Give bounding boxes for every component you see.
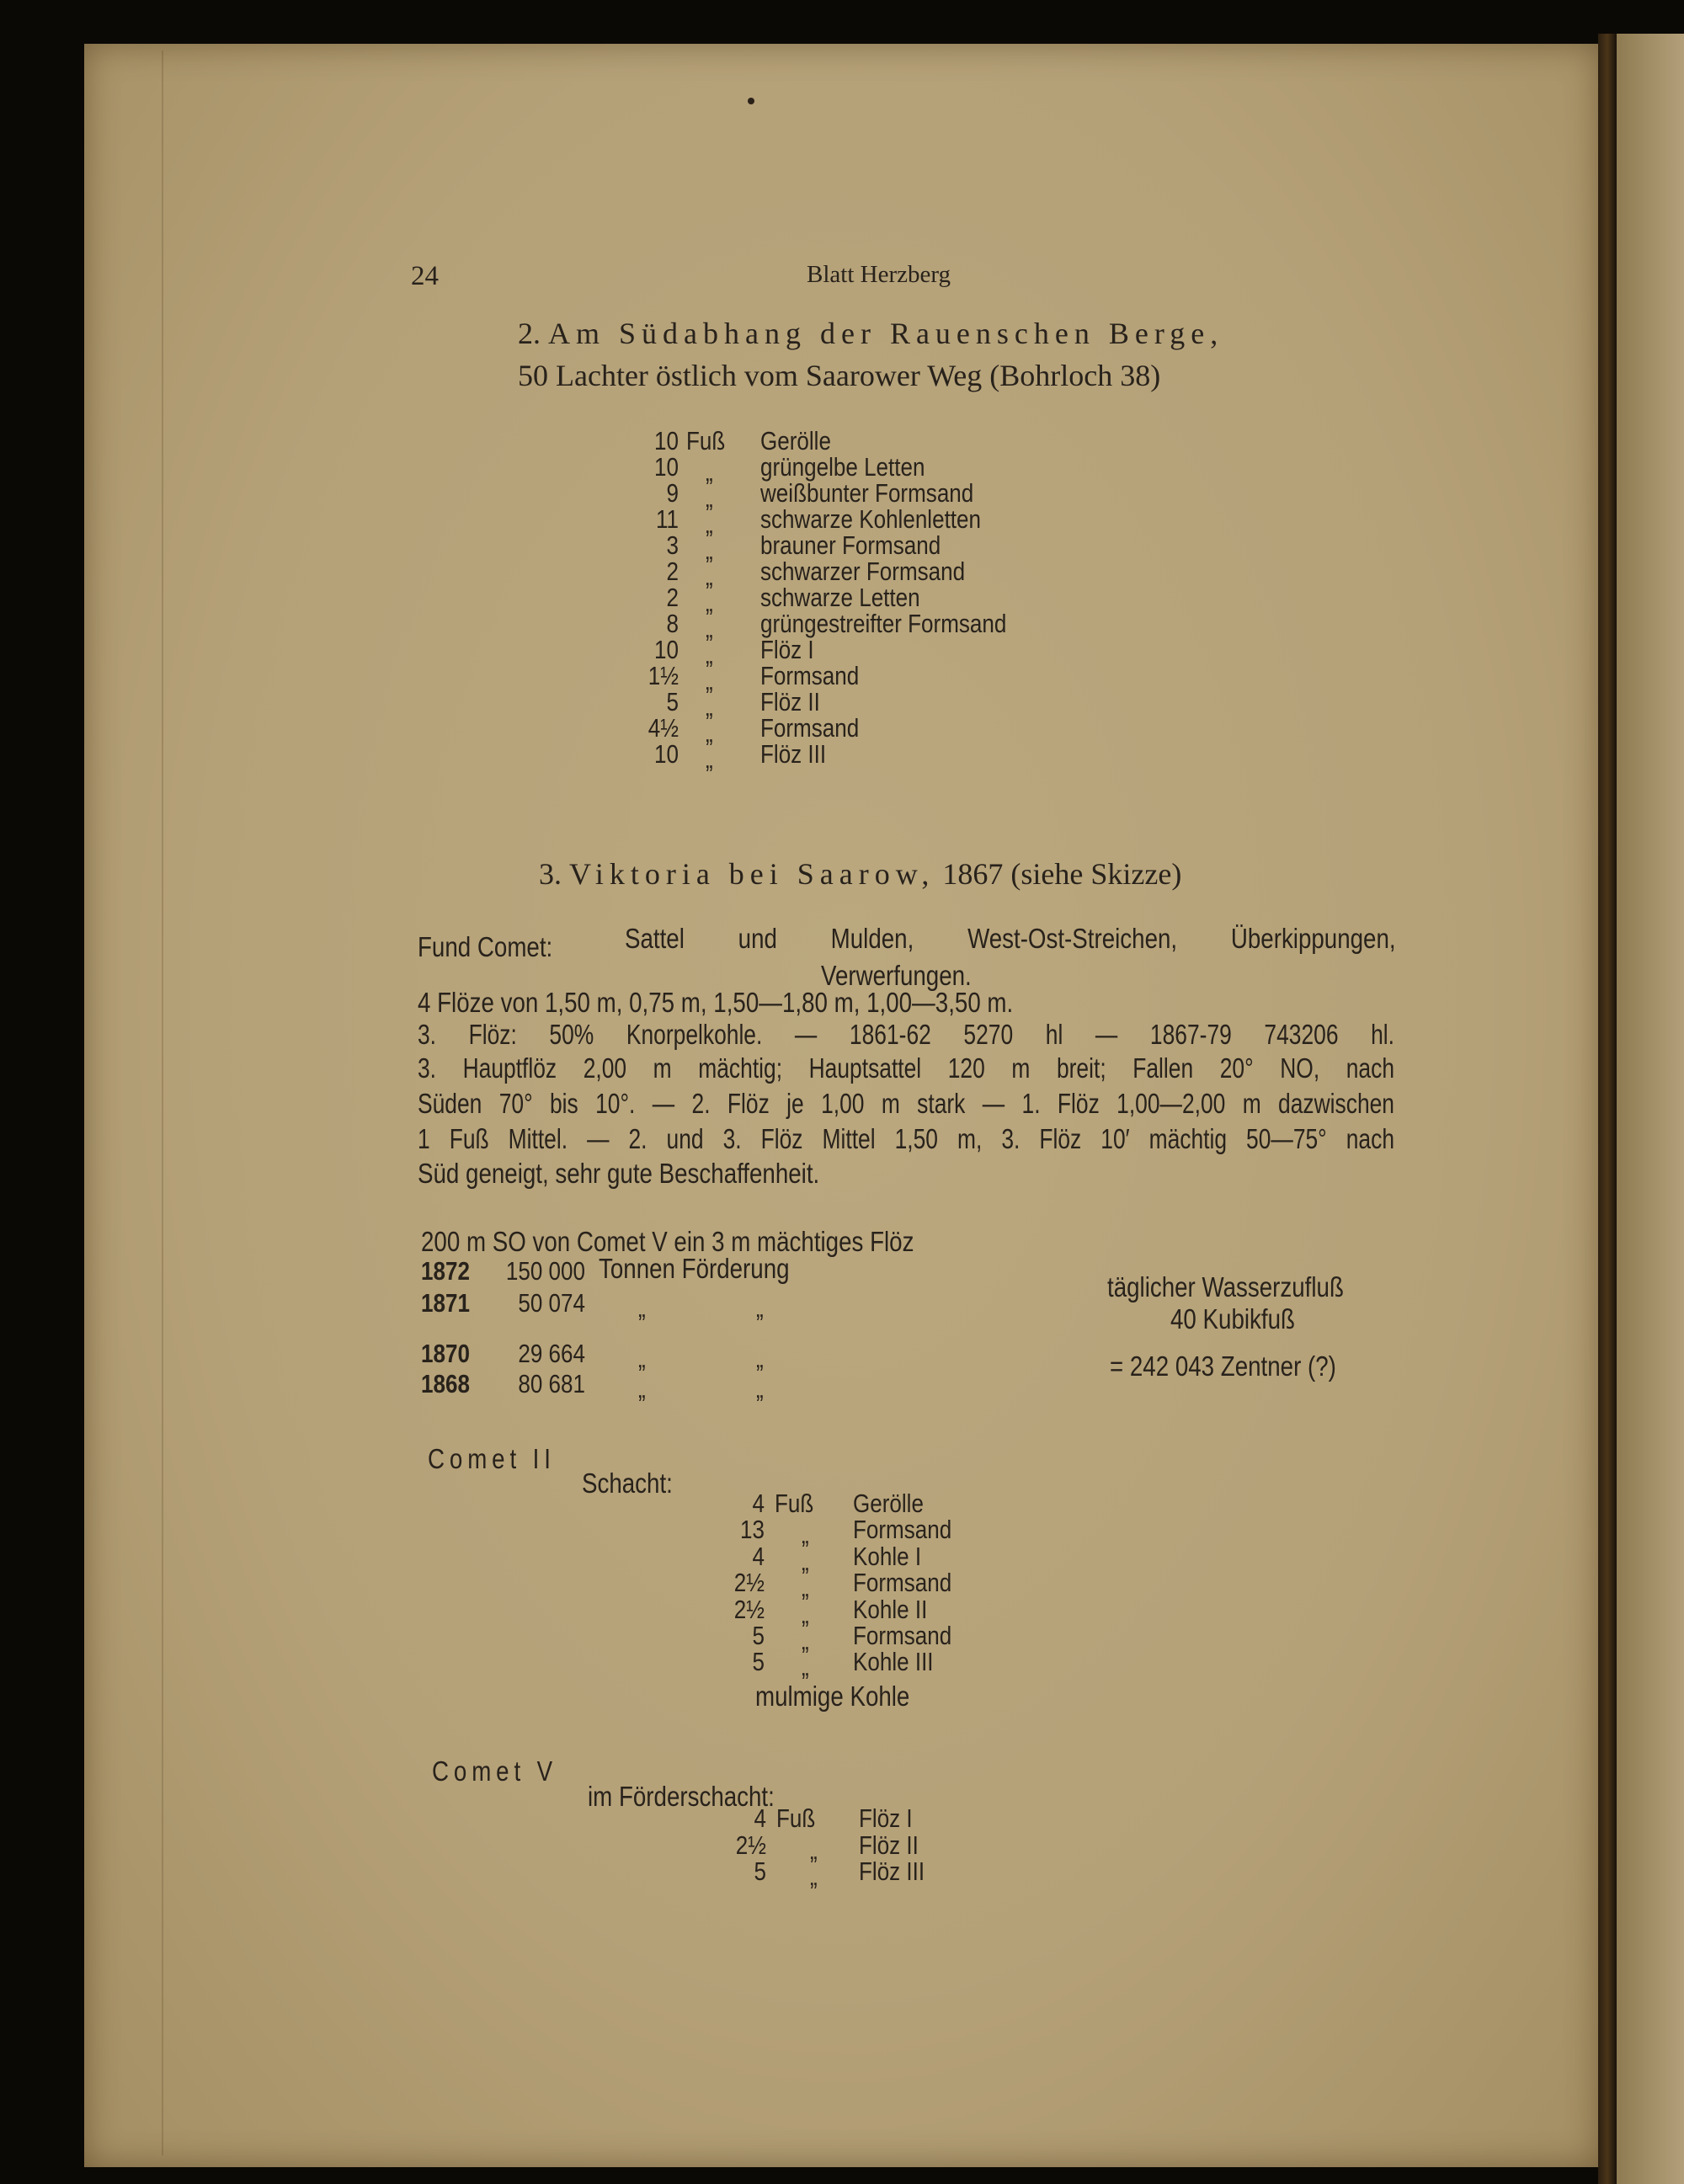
layer-description: Flöz I bbox=[859, 1803, 913, 1833]
layer-description: Flöz III bbox=[859, 1856, 925, 1886]
production-year: 1872 bbox=[421, 1256, 470, 1286]
layer-description: schwarze Letten bbox=[760, 583, 920, 612]
layer-amount: 5 bbox=[666, 687, 679, 716]
layer-unit: „ bbox=[802, 1600, 809, 1629]
production-total: = 242 043 Zentner (?) bbox=[1110, 1350, 1336, 1382]
layer-unit: „ bbox=[706, 692, 713, 722]
section2-title bbox=[518, 318, 1223, 349]
fund-text-continued: Verwerfungen. bbox=[821, 960, 972, 991]
section2-number: 2. bbox=[518, 317, 541, 350]
comet2-subtitle: Schacht: bbox=[582, 1468, 673, 1499]
layer-unit: „ bbox=[706, 718, 713, 748]
layer-amount: 4 bbox=[752, 1489, 765, 1518]
paragraph-line: 3. Flöz: 50% Knorpelkohle. — 1861-62 5270 hl — 1867-79 743206 hl. bbox=[418, 1019, 1394, 1050]
layer-description: Formsand bbox=[853, 1621, 952, 1650]
section3-title-text: Viktoria bei Saarow, bbox=[569, 857, 935, 891]
production-amount: 80 681 bbox=[518, 1369, 585, 1398]
layer-amount: 10 bbox=[654, 635, 679, 664]
layer-amount: 4 bbox=[754, 1803, 766, 1833]
layer-description: Kohle III bbox=[853, 1647, 934, 1676]
layer-unit: „ bbox=[810, 1835, 818, 1865]
book-spine bbox=[1598, 34, 1617, 2184]
ditto-mark: „ bbox=[756, 1293, 764, 1323]
production-amount: 50 074 bbox=[518, 1288, 585, 1318]
production-year: 1871 bbox=[421, 1288, 470, 1318]
running-title: Blatt Herzberg bbox=[807, 261, 951, 288]
layer-amount: 10 bbox=[654, 426, 679, 455]
production-unit: Tonnen Förderung bbox=[599, 1253, 790, 1284]
section3-title-rest: 1867 (siehe Skizze) bbox=[942, 857, 1182, 891]
layer-amount: 10 bbox=[654, 739, 679, 769]
layer-description: Formsand bbox=[853, 1515, 952, 1544]
section2-subtitle: 50 Lachter östlich vom Saarower Weg (Bohrloch 38) bbox=[518, 359, 1161, 392]
layer-amount: 4 bbox=[752, 1542, 765, 1571]
facing-page-edge bbox=[1617, 34, 1684, 2184]
layer-unit: „ bbox=[802, 1547, 809, 1576]
section2-title-text: Am Südabhang der Rauenschen Berge, bbox=[548, 317, 1224, 350]
layer-description: weißbunter Formsand bbox=[760, 478, 974, 508]
layer-unit: „ bbox=[706, 666, 713, 695]
layer-amount: 1½ bbox=[647, 661, 679, 690]
layer-unit: „ bbox=[706, 744, 713, 774]
layer-description: Flöz II bbox=[760, 687, 820, 716]
layer-description: Gerölle bbox=[853, 1489, 924, 1518]
layer-unit: „ bbox=[706, 614, 713, 643]
fund-label: Fund Comet: bbox=[418, 931, 553, 962]
layer-amount: 5 bbox=[752, 1647, 765, 1676]
paragraph-line: Süden 70° bis 10°. — 2. Flöz je 1,00 m stark — 1. Flöz 1,00—2,00 m dazwischen bbox=[418, 1088, 1394, 1119]
layer-amount: 11 bbox=[655, 504, 679, 534]
layer-description: schwarze Kohlenletten bbox=[760, 504, 982, 534]
comet5-subtitle: im Förderschacht: bbox=[588, 1781, 775, 1812]
layer-amount: 3 bbox=[666, 530, 679, 560]
layer-amount: 10 bbox=[654, 452, 679, 482]
layer-amount: 2½ bbox=[735, 1830, 766, 1860]
layer-unit: Fuß bbox=[775, 1489, 814, 1518]
layer-amount: 13 bbox=[740, 1515, 765, 1544]
layer-unit: „ bbox=[802, 1626, 809, 1655]
layer-description: grüngestreifter Formsand bbox=[760, 609, 1007, 638]
layer-amount: 4½ bbox=[647, 713, 679, 743]
layer-unit: „ bbox=[706, 483, 713, 513]
layer-unit: „ bbox=[810, 1862, 818, 1891]
layer-amount: 2½ bbox=[733, 1568, 765, 1597]
ink-spot bbox=[748, 98, 754, 104]
water-inflow-value: 40 Kubikfuß bbox=[1170, 1303, 1295, 1334]
layer-description: Kohle II bbox=[853, 1595, 928, 1624]
layer-description: grüngelbe Letten bbox=[760, 452, 925, 482]
layer-unit: „ bbox=[706, 562, 713, 591]
layer-amount: 5 bbox=[754, 1856, 766, 1886]
layer-amount: 5 bbox=[752, 1621, 765, 1650]
layer-unit: „ bbox=[706, 535, 713, 565]
layer-unit: „ bbox=[802, 1652, 809, 1681]
paragraph-line: 3. Hauptflöz 2,00 m mächtig; Hauptsattel 120 m breit; Fallen 20° NO, nach bbox=[418, 1052, 1394, 1084]
layer-description: Formsand bbox=[760, 713, 860, 743]
layer-description: Flöz I bbox=[760, 635, 814, 664]
section3-number: 3. bbox=[539, 857, 562, 891]
ditto-mark: „ bbox=[638, 1293, 646, 1323]
layer-description: Formsand bbox=[760, 661, 860, 690]
layer-amount: 8 bbox=[666, 609, 679, 638]
layer-unit: „ bbox=[706, 509, 713, 539]
section3-title bbox=[539, 859, 1181, 889]
layer-unit: „ bbox=[706, 588, 713, 617]
layer-unit: „ bbox=[802, 1520, 809, 1549]
layer-unit: „ bbox=[802, 1573, 809, 1602]
layer-unit: „ bbox=[706, 457, 713, 487]
layer-description: schwarzer Formsand bbox=[760, 557, 966, 586]
production-amount: 150 000 bbox=[505, 1256, 585, 1286]
ditto-mark: „ bbox=[756, 1344, 764, 1373]
layer-amount: 2 bbox=[666, 557, 679, 586]
ditto-mark: „ bbox=[638, 1344, 646, 1373]
layer-description: Gerölle bbox=[760, 426, 831, 455]
comet2-title: Comet II bbox=[428, 1443, 556, 1474]
ditto-mark: „ bbox=[638, 1374, 646, 1404]
layer-description: brauner Formsand bbox=[760, 530, 941, 560]
comet5-title: Comet V bbox=[432, 1755, 557, 1787]
layer-description: Flöz III bbox=[760, 739, 827, 769]
layer-unit: Fuß bbox=[776, 1803, 816, 1833]
production-year: 1868 bbox=[421, 1369, 470, 1398]
production-intro: 200 m SO von Comet V ein 3 m mächtiges Flöz bbox=[421, 1226, 914, 1257]
layer-description: Kohle I bbox=[853, 1542, 922, 1571]
layer-amount: 9 bbox=[666, 478, 679, 508]
water-inflow-label: täglicher Wasserzufluß bbox=[1107, 1271, 1344, 1302]
paragraph-line: 4 Flöze von 1,50 m, 0,75 m, 1,50—1,80 m, 1,00—3,50 m. bbox=[418, 987, 1014, 1018]
fund-text: Sattel und Mulden, West-Ost-Streichen, Überkippungen, bbox=[625, 923, 1396, 954]
layer-unit: „ bbox=[706, 640, 713, 669]
paragraph-line: 1 Fuß Mittel. — 2. und 3. Flöz Mittel 1,50 m, 3. Flöz 10′ mächtig 50—75° nach bbox=[418, 1123, 1394, 1154]
layer-unit: Fuß bbox=[686, 426, 726, 455]
layer-amount: 2½ bbox=[733, 1595, 765, 1624]
paragraph-line: Süd geneigt, sehr gute Beschaffenheit. bbox=[418, 1158, 820, 1189]
production-year: 1870 bbox=[421, 1339, 470, 1368]
comet2-footer: mulmige Kohle bbox=[755, 1681, 910, 1712]
ditto-mark: „ bbox=[756, 1374, 764, 1404]
layer-description: Flöz II bbox=[859, 1830, 919, 1860]
layer-description: Formsand bbox=[853, 1568, 952, 1597]
page-edge-line bbox=[162, 51, 163, 2155]
layer-amount: 2 bbox=[666, 583, 679, 612]
page-number: 24 bbox=[411, 261, 439, 291]
production-amount: 29 664 bbox=[518, 1339, 585, 1368]
